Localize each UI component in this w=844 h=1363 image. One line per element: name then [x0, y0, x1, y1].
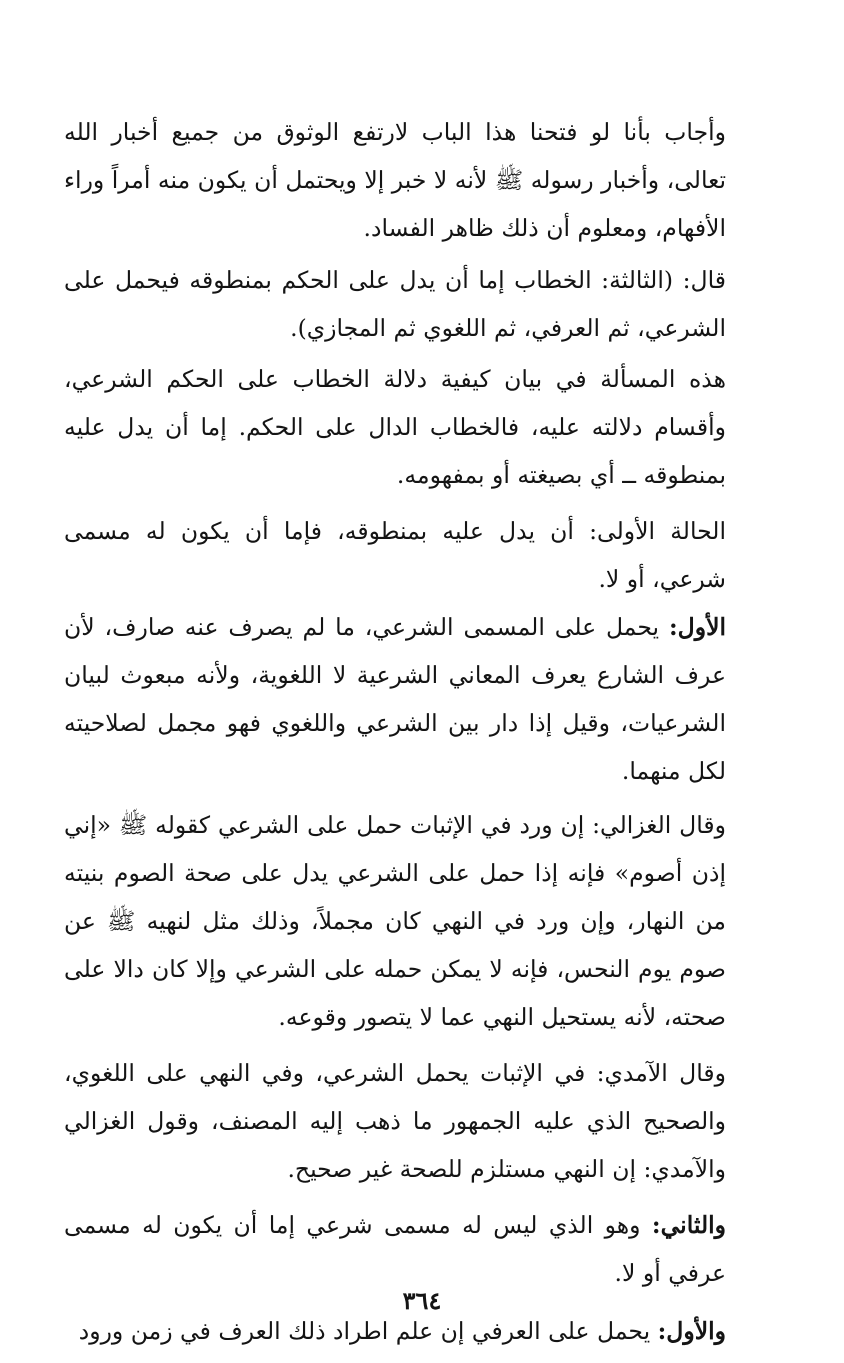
paragraph-text: وقال الآمدي: في الإثبات يحمل الشرعي، وفي النهي على اللغوي، والصحيح الذي عليه الجمهور ما ذهب إليه المصنف، وقول الغزالي والآمدي: إن النهي مستلزم للصحة غير صحيح.: [64, 1059, 726, 1183]
paragraph-6: [64, 801, 726, 1041]
paragraph-5: [64, 603, 726, 795]
paragraph-text: وهو الذي ليس له مسمى شرعي إما أن يكون له مسمى عرفي أو لا.: [64, 1211, 726, 1287]
paragraph-text: يحمل على المسمى الشرعي، ما لم يصرف عنه صارف، لأن عرف الشارع يعرف المعاني الشرعية لا اللغوية، ولأنه مبعوث لبيان الشرعيات، وقيل إذا دار بين الشرعي واللغوي فهو مجمل لصلاحيته لكل منهما.: [64, 613, 726, 785]
paragraph-lead: الأول:: [668, 613, 726, 641]
page-number: ٣٦٤: [402, 1286, 442, 1315]
paragraph-3: [64, 355, 726, 499]
paragraph-text: الحالة الأولى: أن يدل عليه بمنطوقه، فإما أن يكون له مسمى شرعي، أو لا.: [64, 517, 726, 593]
paragraph-1: [64, 108, 726, 252]
paragraph-text: هذه المسألة في بيان كيفية دلالة الخطاب على الحكم الشرعي، وأقسام دلالته عليه، فالخطاب الدال على الحكم. إما أن يدل عليه بمنطوقه ــ أي بصيغته أو بمفهومه.: [64, 365, 726, 489]
paragraph-lead: والأول:: [657, 1317, 726, 1345]
page-body: [64, 108, 726, 1355]
paragraph-8: [64, 1201, 726, 1297]
paragraph-text: يحمل على العرفي إن علم اطراد ذلك العرف في زمن ورود: [78, 1317, 651, 1345]
paragraph-lead: والثاني:: [651, 1211, 726, 1239]
paragraph-text: قال: (الثالثة: الخطاب إما أن يدل على الحكم بمنطوقه فيحمل على الشرعي، ثم العرفي، ثم اللغوي ثم المجازي).: [64, 266, 726, 342]
paragraph-text: وقال الغزالي: إن ورد في الإثبات حمل على الشرعي كقوله ﷺ «إني إذن أصوم» فإنه إذا حمل على الشرعي يدل على صحة الصوم بنيته من النهار، وإن ورد في النهي كان مجملاً، وذلك مثل لنهيه ﷺ عن صوم يوم النحس، فإنه لا يمكن حمله على الشرعي وإلا كان دالا على صحته، لأنه يستحيل النهي عما لا يتصور وقوعه.: [64, 811, 726, 1031]
paragraph-2: [64, 256, 726, 352]
paragraph-4: [64, 507, 726, 603]
paragraph-text: وأجاب بأنا لو فتحنا هذا الباب لارتفع الوثوق من جميع أخبار الله تعالى، وأخبار رسوله ﷺ لأنه لا خبر إلا ويحتمل أن يكون منه أمراً وراء الأفهام، ومعلوم أن ذلك ظاهر الفساد.: [64, 118, 726, 242]
paragraph-7: [64, 1049, 726, 1193]
